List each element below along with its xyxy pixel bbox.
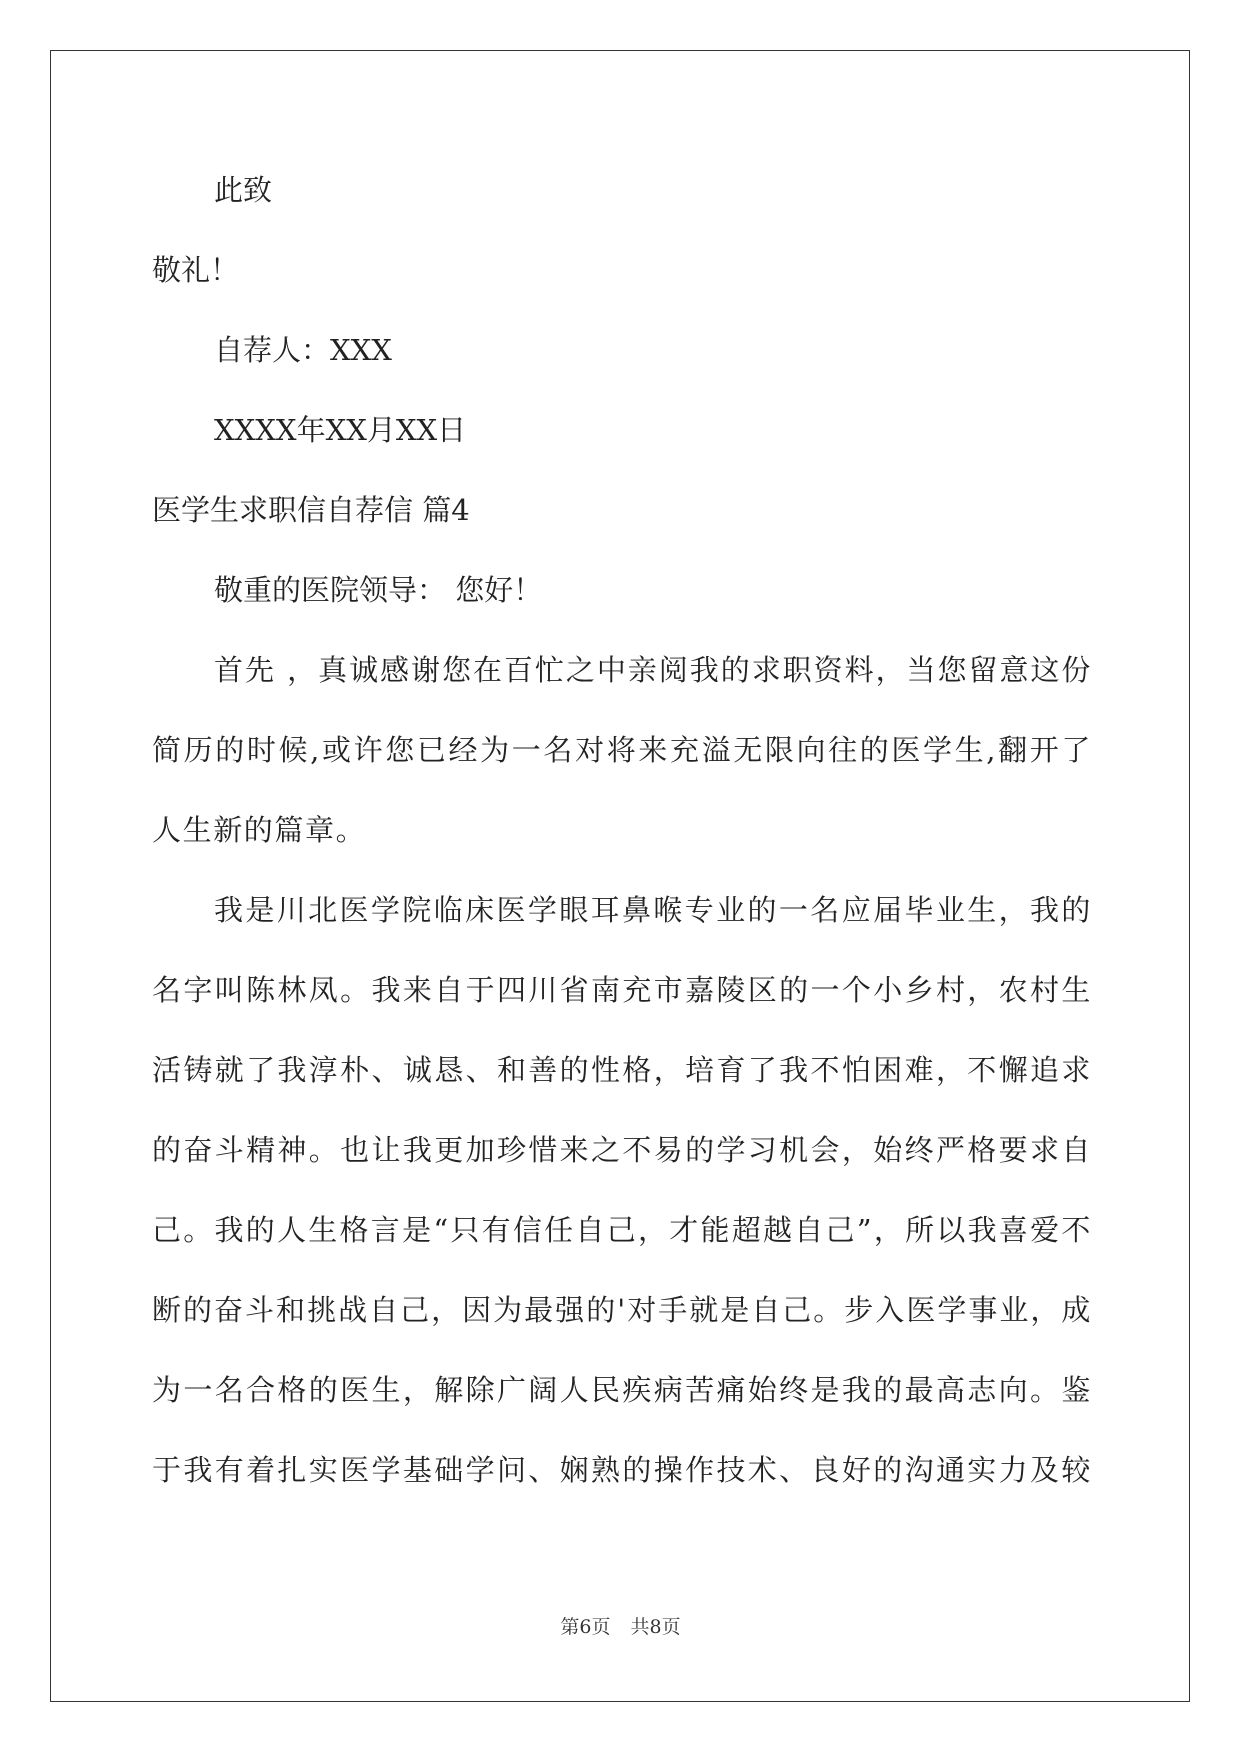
- page-total: 共8页: [630, 1616, 681, 1638]
- paragraph-line: 的奋斗精神。也让我更加珍惜来之不易的学习机会，始终严格要求自: [152, 1133, 1092, 1167]
- paragraph-line: 人生新的篇章。: [152, 813, 367, 847]
- paragraph-line: 名字叫陈林凤。我来自于四川省南充市嘉陵区的一个小乡村，农村生: [152, 973, 1092, 1007]
- page-number: 第6页: [560, 1616, 611, 1638]
- paragraph-line: 活铸就了我淳朴、诚恳、和善的性格，培育了我不怕困难，不懈追求: [152, 1053, 1092, 1087]
- paragraph-line: 断的奋斗和挑战自己，因为最强的'对手就是自己。步入医学事业，成: [152, 1293, 1092, 1327]
- paragraph-line: 己。我的人生格言是“只有信任自己，才能超越自己”，所以我喜爱不: [152, 1213, 1092, 1247]
- closing-salutation: 此致: [214, 173, 273, 207]
- section-heading: 医学生求职信自荐信 篇4: [152, 493, 470, 527]
- paragraph-line: 我是川北医学院临床医学眼耳鼻喉专业的一名应届毕业生，我的: [214, 893, 1092, 927]
- paragraph-line: 首先 ，真诚感谢您在百忙之中亲阅我的求职资料，当您留意这份: [214, 653, 1092, 687]
- letter-date: XXXX年XX月XX日: [214, 413, 467, 447]
- closing-regards: 敬礼！: [152, 253, 240, 287]
- signature: 自荐人：XXX: [214, 333, 392, 367]
- paragraph-line: 为一名合格的医生，解除广阔人民疾病苦痛始终是我的最高志向。鉴: [152, 1373, 1092, 1407]
- paragraph-self-introduction: [152, 892, 1092, 1532]
- page-footer: [0, 1612, 1241, 1639]
- paragraph-line: 于我有着扎实医学基础学问、娴熟的操作技术、良好的沟通实力及较: [152, 1453, 1092, 1487]
- paragraph-line: 简历的时候,或许您已经为一名对将来充溢无限向往的医学生,翻开了: [152, 733, 1092, 767]
- paragraph-intro: [152, 652, 1092, 892]
- greeting: 敬重的医院领导： 您好！: [214, 573, 543, 607]
